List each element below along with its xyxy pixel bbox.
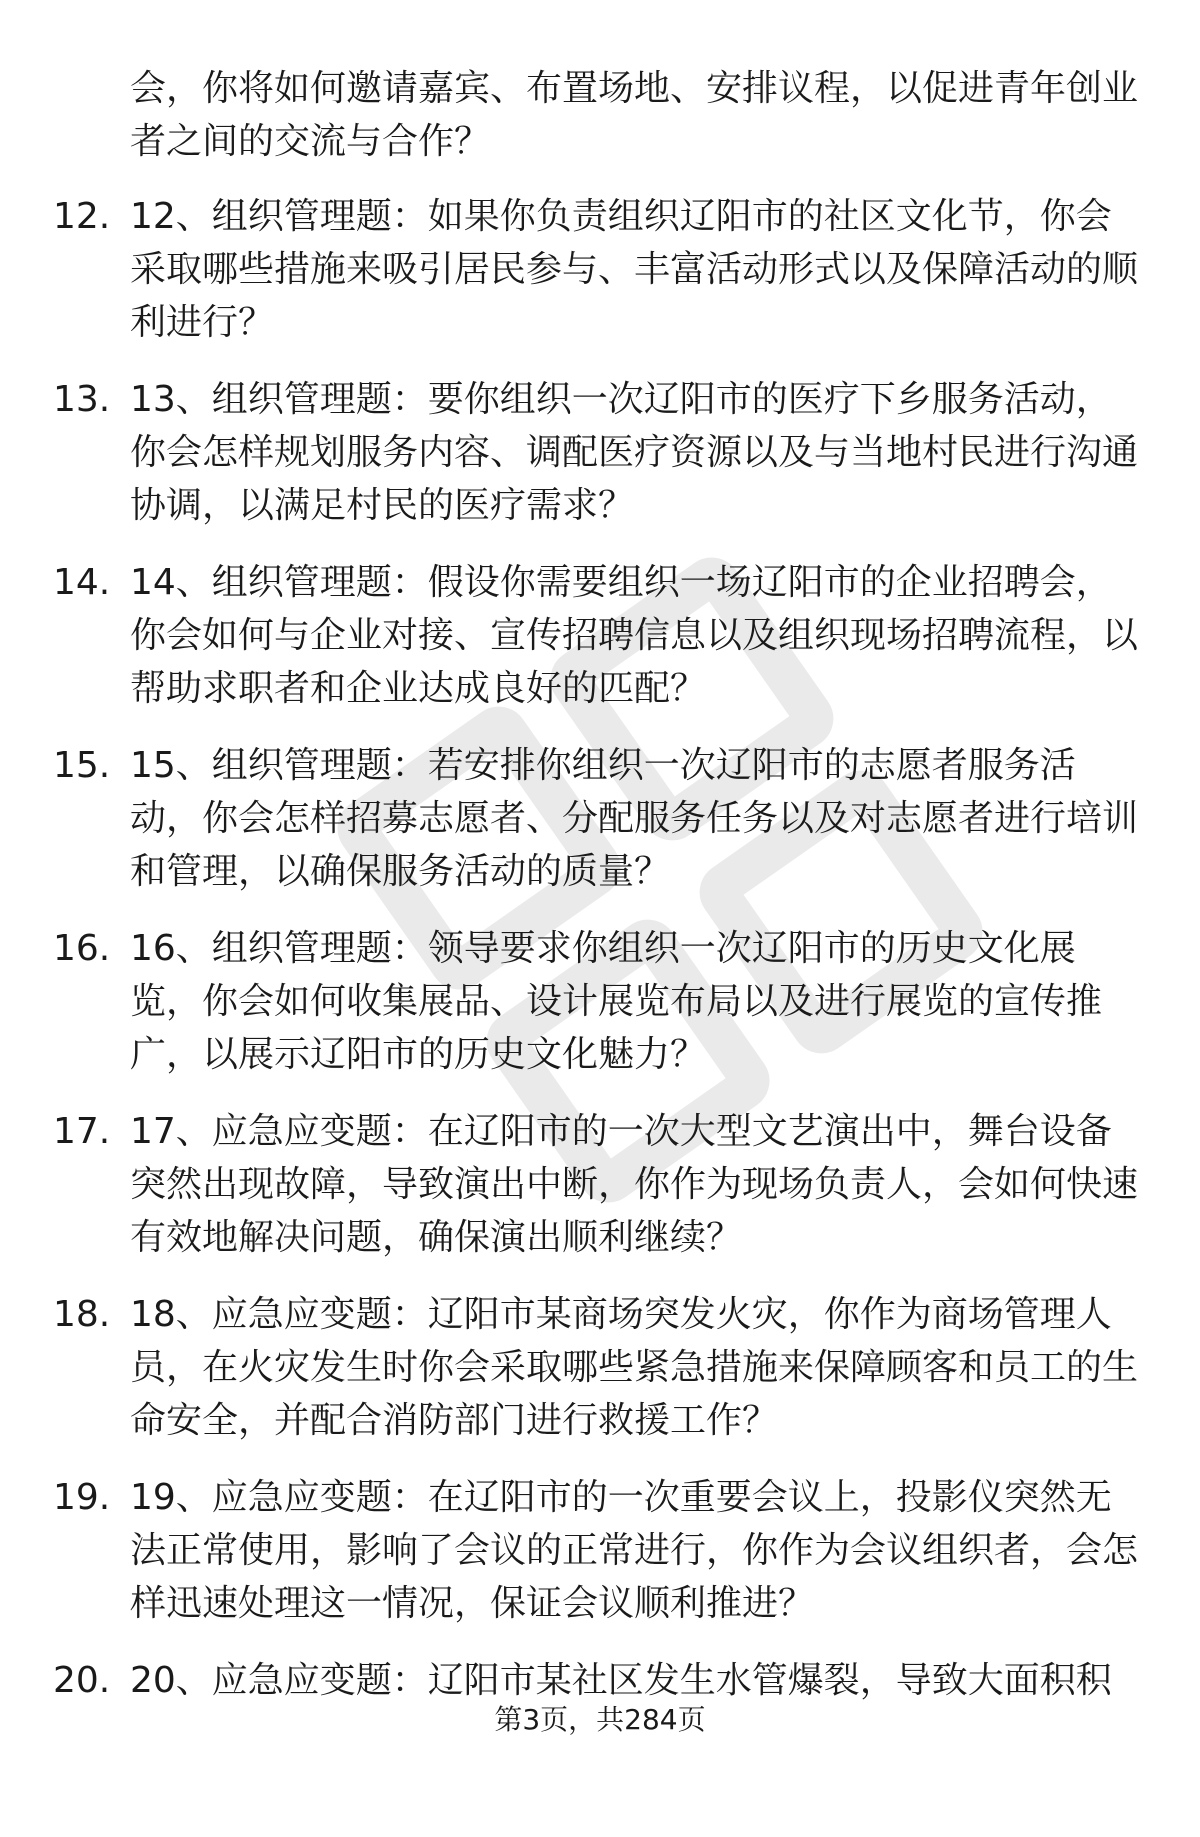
question-list [0,190,1200,1837]
item-text: 13、组织管理题：要你组织一次辽阳市的医疗下乡服务活动，你会怎样规划服务内容、调配医疗资源以及与当地村民进行沟通协调，以满足村民的医疗需求？ [130,379,1139,526]
item-text: 18、应急应变题：辽阳市某商场突发火灾，你作为商场管理人员，在火灾发生时你会采取哪些紧急措施来保障顾客和员工的生命安全，并配合消防部门进行救援工作？ [130,1294,1139,1441]
list-item [0,556,1200,739]
item-text: 20、应急应变题：辽阳市某社区发生水管爆裂，导致大面积积 [130,1660,1112,1701]
list-item [0,739,1200,922]
list-item [0,1105,1200,1288]
continuation-paragraph: 会，你将如何邀请嘉宾、布置场地、安排议程，以促进青年创业者之间的交流与合作？ [130,68,1139,162]
item-text: 14、组织管理题：假设你需要组织一场辽阳市的企业招聘会，你会如何与企业对接、宣传招聘信息以及组织现场招聘流程，以帮助求职者和企业达成良好的匹配？ [130,562,1139,709]
item-text: 17、应急应变题：在辽阳市的一次大型文艺演出中，舞台设备突然出现故障，导致演出中断，你作为现场负责人，会如何快速有效地解决问题，确保演出顺利继续？ [130,1111,1139,1258]
item-text: 15、组织管理题：若安排你组织一次辽阳市的志愿者服务活动，你会怎样招募志愿者、分配服务任务以及对志愿者进行培训和管理，以确保服务活动的质量？ [130,745,1139,892]
item-number: 19. [53,1477,111,1518]
item-text: 16、组织管理题：领导要求你组织一次辽阳市的历史文化展览，你会如何收集展品、设计展览布局以及进行展览的宣传推广，以展示辽阳市的历史文化魅力？ [130,928,1103,1075]
list-item [0,922,1200,1105]
item-number: 15. [53,745,111,786]
item-text: 19、应急应变题：在辽阳市的一次重要会议上，投影仪突然无法正常使用，影响了会议的正常进行，你作为会议组织者，会怎样迅速处理这一情况，保证会议顺利推进？ [130,1477,1139,1624]
page-footer: 第3页，共284页 [494,1703,706,1736]
item-number: 14. [53,562,111,603]
item-number: 12. [53,196,111,237]
list-item [0,1288,1200,1471]
item-number: 20. [53,1660,111,1701]
item-text: 12、组织管理题：如果你负责组织辽阳市的社区文化节，你会采取哪些措施来吸引居民参与、丰富活动形式以及保障活动的顺利进行？ [130,196,1139,343]
item-number: 13. [53,379,111,420]
item-number: 18. [53,1294,111,1335]
item-number: 16. [53,928,111,969]
item-number: 17. [53,1111,111,1152]
list-item [0,190,1200,373]
list-item [0,373,1200,556]
list-item [0,1654,1200,1837]
list-item [0,1471,1200,1654]
